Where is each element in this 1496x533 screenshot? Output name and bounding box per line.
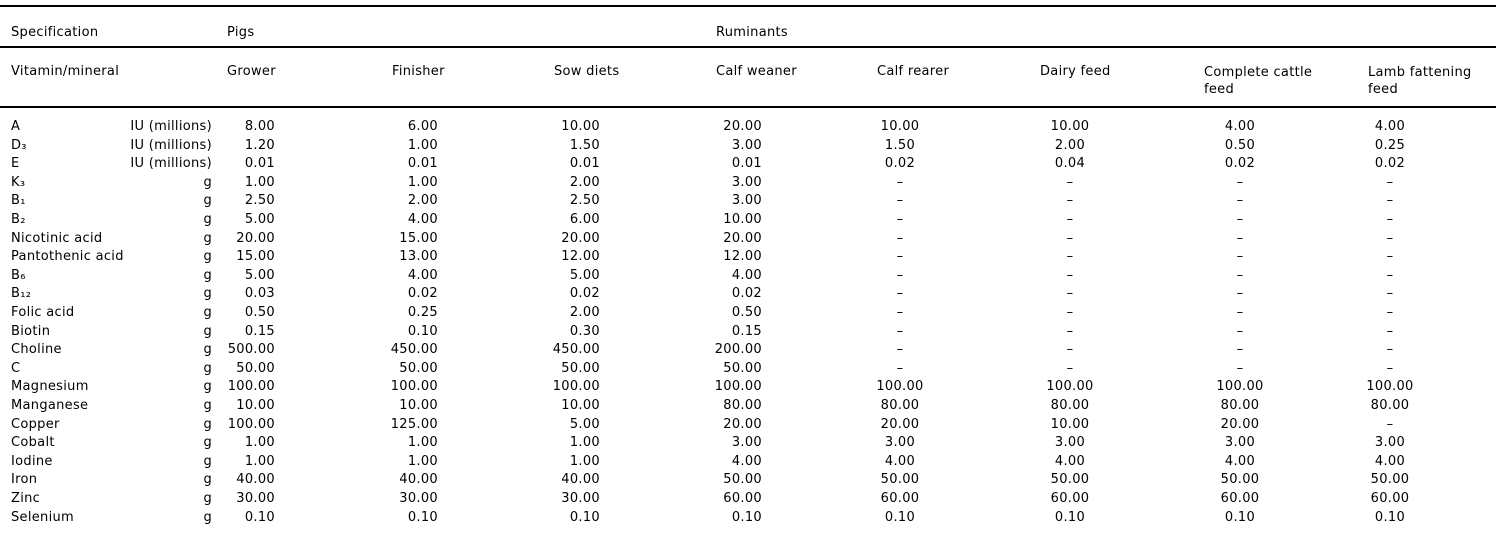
value-cell: 60.00: [1220, 491, 1260, 506]
value-cell: 0.10: [407, 323, 438, 339]
value-cell: –: [896, 230, 904, 246]
value-cell: –: [1236, 230, 1244, 246]
nutrient-unit: g: [203, 509, 212, 525]
value-cell: 0.30: [569, 323, 600, 339]
value-cell: 50.00: [1050, 472, 1090, 488]
value-cell: –: [1386, 267, 1394, 283]
value-cell: 100.00: [876, 379, 924, 395]
nutrient-name: Magnesium: [11, 379, 89, 395]
nutrient-name: B₆: [11, 267, 26, 283]
value-cell: 0.04: [1054, 156, 1086, 172]
value-cell: –: [896, 249, 904, 265]
value-cell: 10.00: [399, 398, 438, 413]
value-cell: 1.50: [569, 137, 600, 153]
value-cell: 3.00: [884, 435, 916, 451]
nutrient-name: B₂: [11, 212, 26, 227]
value-cell: 1.00: [407, 174, 438, 190]
value-cell: –: [1236, 174, 1244, 190]
value-cell: 3.00: [731, 137, 762, 153]
value-cell: 30.00: [399, 491, 438, 506]
nutrient-unit: g: [203, 323, 212, 339]
value-cell: 1.00: [244, 453, 275, 469]
value-cell: 2.50: [569, 193, 600, 209]
value-cell: –: [1066, 342, 1074, 358]
value-cell: 1.00: [407, 435, 438, 451]
value-cell: 0.01: [244, 156, 275, 172]
value-cell: –: [1386, 249, 1394, 265]
value-cell: 4.00: [407, 212, 438, 227]
header-specification: Specification: [11, 25, 99, 40]
value-cell: 60.00: [1370, 491, 1410, 506]
table-row: [0, 174, 1496, 193]
value-cell: –: [1066, 267, 1074, 283]
value-cell: 1.50: [884, 137, 916, 153]
value-cell: 60.00: [880, 491, 920, 506]
value-cell: –: [1066, 174, 1074, 190]
value-cell: –: [1236, 286, 1244, 302]
value-cell: 40.00: [236, 472, 275, 488]
value-cell: 30.00: [561, 491, 600, 506]
value-cell: –: [1066, 305, 1074, 320]
value-cell: 12.00: [723, 249, 762, 265]
nutrient-name: A: [11, 119, 21, 134]
nutrient-unit: g: [203, 212, 212, 227]
nutrient-name: K₃: [11, 174, 26, 190]
nutrient-name: Zinc: [11, 491, 41, 506]
value-cell: 0.15: [731, 323, 762, 339]
nutrient-name: D₃: [11, 137, 27, 153]
column-header-complete-cattle-feed: Complete cattle feed: [1204, 65, 1313, 97]
nutrient-name: E: [11, 156, 20, 172]
value-cell: 60.00: [1050, 491, 1090, 506]
value-cell: 0.10: [1224, 509, 1256, 525]
nutrient-name: Folic acid: [11, 305, 75, 320]
value-cell: 125.00: [390, 416, 438, 432]
value-cell: 0.15: [244, 323, 275, 339]
value-cell: 0.01: [569, 156, 600, 172]
nutrient-unit: g: [203, 174, 212, 190]
value-cell: 2.00: [1054, 137, 1086, 153]
value-cell: 100.00: [552, 379, 600, 395]
value-cell: –: [1066, 193, 1074, 209]
table-row: [0, 453, 1496, 472]
header-ruminants: Ruminants: [716, 25, 788, 40]
value-cell: 0.10: [1054, 509, 1086, 525]
table-row: [0, 230, 1496, 249]
value-cell: –: [896, 323, 904, 339]
table-row: [0, 323, 1496, 342]
value-cell: 3.00: [731, 174, 762, 190]
value-cell: –: [1066, 323, 1074, 339]
table-row: [0, 248, 1496, 267]
value-cell: 50.00: [723, 360, 762, 376]
table-row: [0, 341, 1496, 360]
value-cell: 4.00: [884, 453, 916, 469]
value-cell: –: [1066, 286, 1074, 302]
nutrient-unit: g: [203, 267, 212, 283]
value-cell: 0.03: [244, 286, 275, 302]
value-cell: 6.00: [569, 212, 600, 227]
header-vitamin-mineral: Vitamin/mineral: [11, 64, 120, 79]
value-cell: 80.00: [880, 398, 920, 413]
value-cell: 0.02: [1224, 156, 1256, 172]
value-cell: 100.00: [1046, 379, 1094, 395]
value-cell: 10.00: [561, 398, 600, 413]
value-cell: 0.10: [569, 509, 600, 525]
value-cell: 1.00: [569, 435, 600, 451]
value-cell: 100.00: [227, 379, 275, 395]
value-cell: 15.00: [399, 230, 438, 246]
value-cell: 40.00: [399, 472, 438, 488]
value-cell: 60.00: [723, 491, 762, 506]
value-cell: –: [1386, 212, 1394, 227]
value-cell: –: [1386, 416, 1394, 432]
value-cell: 40.00: [561, 472, 600, 488]
value-cell: –: [1386, 305, 1394, 320]
value-cell: 4.00: [1054, 453, 1086, 469]
value-cell: 0.02: [731, 286, 762, 302]
value-cell: –: [896, 267, 904, 283]
table-row: [0, 192, 1496, 211]
value-cell: 1.00: [407, 137, 438, 153]
value-cell: 80.00: [1050, 398, 1090, 413]
value-cell: –: [1386, 360, 1394, 376]
value-cell: 4.00: [731, 453, 762, 469]
value-cell: 10.00: [723, 212, 762, 227]
value-cell: 15.00: [236, 249, 275, 265]
value-cell: 100.00: [1366, 379, 1414, 395]
value-cell: –: [1236, 305, 1244, 320]
value-cell: –: [1236, 267, 1244, 283]
nutrient-unit: g: [203, 453, 212, 469]
value-cell: 0.02: [1374, 156, 1406, 172]
column-header-lamb-fattening-feed: Lamb fattening feed: [1368, 65, 1472, 97]
value-cell: –: [1386, 174, 1394, 190]
value-cell: 20.00: [561, 230, 600, 246]
nutrient-name: Cobalt: [11, 435, 55, 451]
value-cell: 0.10: [731, 509, 762, 525]
nutrient-name: Copper: [11, 416, 60, 432]
value-cell: 1.00: [244, 435, 275, 451]
value-cell: 1.20: [244, 137, 275, 153]
value-cell: –: [1236, 212, 1244, 227]
value-cell: 0.10: [407, 509, 438, 525]
value-cell: 10.00: [880, 119, 920, 134]
value-cell: –: [896, 174, 904, 190]
nutrient-unit: g: [203, 230, 212, 246]
nutrient-name: Iron: [11, 472, 38, 488]
nutrient-name: Selenium: [11, 509, 75, 525]
value-cell: 80.00: [1220, 398, 1260, 413]
value-cell: –: [896, 286, 904, 302]
value-cell: 50.00: [236, 360, 275, 376]
nutrient-name: Nicotinic acid: [11, 230, 103, 246]
value-cell: –: [1236, 323, 1244, 339]
column-header-dairy-feed: Dairy feed: [1040, 64, 1111, 79]
header-pigs: Pigs: [227, 25, 255, 40]
value-cell: 80.00: [1370, 398, 1410, 413]
value-cell: 0.50: [1224, 137, 1256, 153]
value-cell: 50.00: [1370, 472, 1410, 488]
value-cell: 0.01: [407, 156, 438, 172]
nutrient-unit: g: [203, 286, 212, 302]
value-cell: 0.25: [1374, 137, 1406, 153]
nutrient-unit: g: [203, 472, 212, 488]
value-cell: –: [1066, 212, 1074, 227]
value-cell: 10.00: [236, 398, 275, 413]
value-cell: 80.00: [723, 398, 762, 413]
nutrient-unit: g: [203, 398, 212, 413]
value-cell: 3.00: [1054, 435, 1086, 451]
value-cell: –: [1386, 323, 1394, 339]
value-cell: 13.00: [399, 249, 438, 265]
table-row: [0, 285, 1496, 304]
nutrient-unit: g: [203, 249, 212, 265]
value-cell: 0.50: [731, 305, 762, 320]
table-row: [0, 378, 1496, 397]
table-row: [0, 360, 1496, 379]
table-row: [0, 137, 1496, 156]
column-header-calf-rearer: Calf rearer: [877, 64, 950, 79]
value-cell: 50.00: [561, 360, 600, 376]
nutrient-unit: IU (millions): [130, 156, 212, 172]
value-cell: 4.00: [407, 267, 438, 283]
value-cell: 1.00: [244, 174, 275, 190]
value-cell: –: [896, 342, 904, 358]
nutrient-name: Pantothenic acid: [11, 249, 124, 265]
table-row: [0, 211, 1496, 230]
table-row: [0, 490, 1496, 509]
value-cell: –: [896, 193, 904, 209]
value-cell: 0.10: [884, 509, 916, 525]
value-cell: 2.00: [569, 305, 600, 320]
nutrient-unit: IU (millions): [130, 119, 212, 134]
value-cell: –: [896, 305, 904, 320]
value-cell: 4.00: [731, 267, 762, 283]
header-bottom-rule: [0, 106, 1496, 108]
nutrient-unit: g: [203, 342, 212, 358]
value-cell: 10.00: [561, 119, 600, 134]
value-cell: –: [1066, 249, 1074, 265]
table-row: [0, 416, 1496, 435]
value-cell: 20.00: [236, 230, 275, 246]
nutrient-unit: g: [203, 193, 212, 209]
table-row: [0, 304, 1496, 323]
value-cell: 50.00: [723, 472, 762, 488]
value-cell: 500.00: [227, 342, 275, 358]
value-cell: 0.02: [407, 286, 438, 302]
table-row: [0, 267, 1496, 286]
table-row: [0, 155, 1496, 174]
value-cell: 10.00: [1050, 119, 1090, 134]
value-cell: 4.00: [1224, 453, 1256, 469]
nutrient-name: B₁: [11, 193, 26, 209]
nutrient-name: Choline: [11, 342, 62, 358]
value-cell: 30.00: [236, 491, 275, 506]
value-cell: –: [1236, 342, 1244, 358]
value-cell: –: [1236, 193, 1244, 209]
nutrient-name: C: [11, 360, 21, 376]
value-cell: 4.00: [1374, 453, 1406, 469]
value-cell: 2.00: [569, 174, 600, 190]
value-cell: 0.50: [244, 305, 275, 320]
value-cell: 50.00: [399, 360, 438, 376]
nutrient-unit: g: [203, 379, 212, 395]
table-top-rule: [0, 5, 1496, 7]
value-cell: 100.00: [390, 379, 438, 395]
value-cell: 6.00: [407, 119, 438, 134]
value-cell: 20.00: [880, 416, 920, 432]
value-cell: 1.00: [569, 453, 600, 469]
value-cell: 2.00: [407, 193, 438, 209]
value-cell: 20.00: [723, 230, 762, 246]
value-cell: 450.00: [390, 342, 438, 358]
nutrient-unit: g: [203, 491, 212, 506]
table-row: [0, 509, 1496, 528]
value-cell: 100.00: [227, 416, 275, 432]
value-cell: 12.00: [561, 249, 600, 265]
value-cell: 0.25: [407, 305, 438, 320]
value-cell: –: [896, 212, 904, 227]
column-header-grower: Grower: [227, 64, 276, 79]
nutrient-unit: g: [203, 305, 212, 320]
nutrient-name: Iodine: [11, 453, 53, 469]
value-cell: 20.00: [1220, 416, 1260, 432]
value-cell: –: [1066, 360, 1074, 376]
value-cell: 20.00: [723, 119, 762, 134]
value-cell: 4.00: [1224, 119, 1256, 134]
value-cell: –: [1386, 286, 1394, 302]
value-cell: 3.00: [731, 435, 762, 451]
value-cell: 0.02: [569, 286, 600, 302]
value-cell: –: [1386, 230, 1394, 246]
value-cell: 50.00: [880, 472, 920, 488]
value-cell: 200.00: [714, 342, 762, 358]
value-cell: –: [896, 360, 904, 376]
value-cell: 0.10: [244, 509, 275, 525]
value-cell: 2.50: [244, 193, 275, 209]
table-row: [0, 118, 1496, 137]
nutrient-unit: g: [203, 435, 212, 451]
value-cell: 50.00: [1220, 472, 1260, 488]
nutrient-unit: g: [203, 360, 212, 376]
value-cell: 0.01: [731, 156, 762, 172]
value-cell: –: [1066, 230, 1074, 246]
value-cell: 5.00: [244, 212, 275, 227]
nutrient-name: Biotin: [11, 323, 51, 339]
nutrient-name: B₁₂: [11, 286, 32, 302]
value-cell: –: [1236, 360, 1244, 376]
value-cell: 4.00: [1374, 119, 1406, 134]
nutrient-unit: IU (millions): [130, 137, 212, 153]
value-cell: 3.00: [1374, 435, 1406, 451]
value-cell: –: [1386, 193, 1394, 209]
nutrient-unit: g: [203, 416, 212, 432]
value-cell: 0.10: [1374, 509, 1406, 525]
value-cell: 3.00: [731, 193, 762, 209]
value-cell: 5.00: [569, 267, 600, 283]
column-header-sow-diets: Sow diets: [554, 64, 620, 79]
value-cell: –: [1236, 249, 1244, 265]
value-cell: –: [1386, 342, 1394, 358]
table-row: [0, 397, 1496, 416]
value-cell: 20.00: [723, 416, 762, 432]
value-cell: 5.00: [244, 267, 275, 283]
table-row: [0, 434, 1496, 453]
value-cell: 3.00: [1224, 435, 1256, 451]
value-cell: 450.00: [552, 342, 600, 358]
nutrient-name: Manganese: [11, 398, 89, 413]
value-cell: 100.00: [714, 379, 762, 395]
value-cell: 5.00: [569, 416, 600, 432]
table-row: [0, 471, 1496, 490]
value-cell: 8.00: [244, 119, 275, 134]
column-header-calf-weaner: Calf weaner: [716, 64, 797, 79]
value-cell: 100.00: [1216, 379, 1264, 395]
header-group-rule: [0, 46, 1496, 48]
value-cell: 10.00: [1050, 416, 1090, 432]
value-cell: 0.02: [884, 156, 916, 172]
column-header-finisher: Finisher: [392, 64, 445, 79]
value-cell: 1.00: [407, 453, 438, 469]
